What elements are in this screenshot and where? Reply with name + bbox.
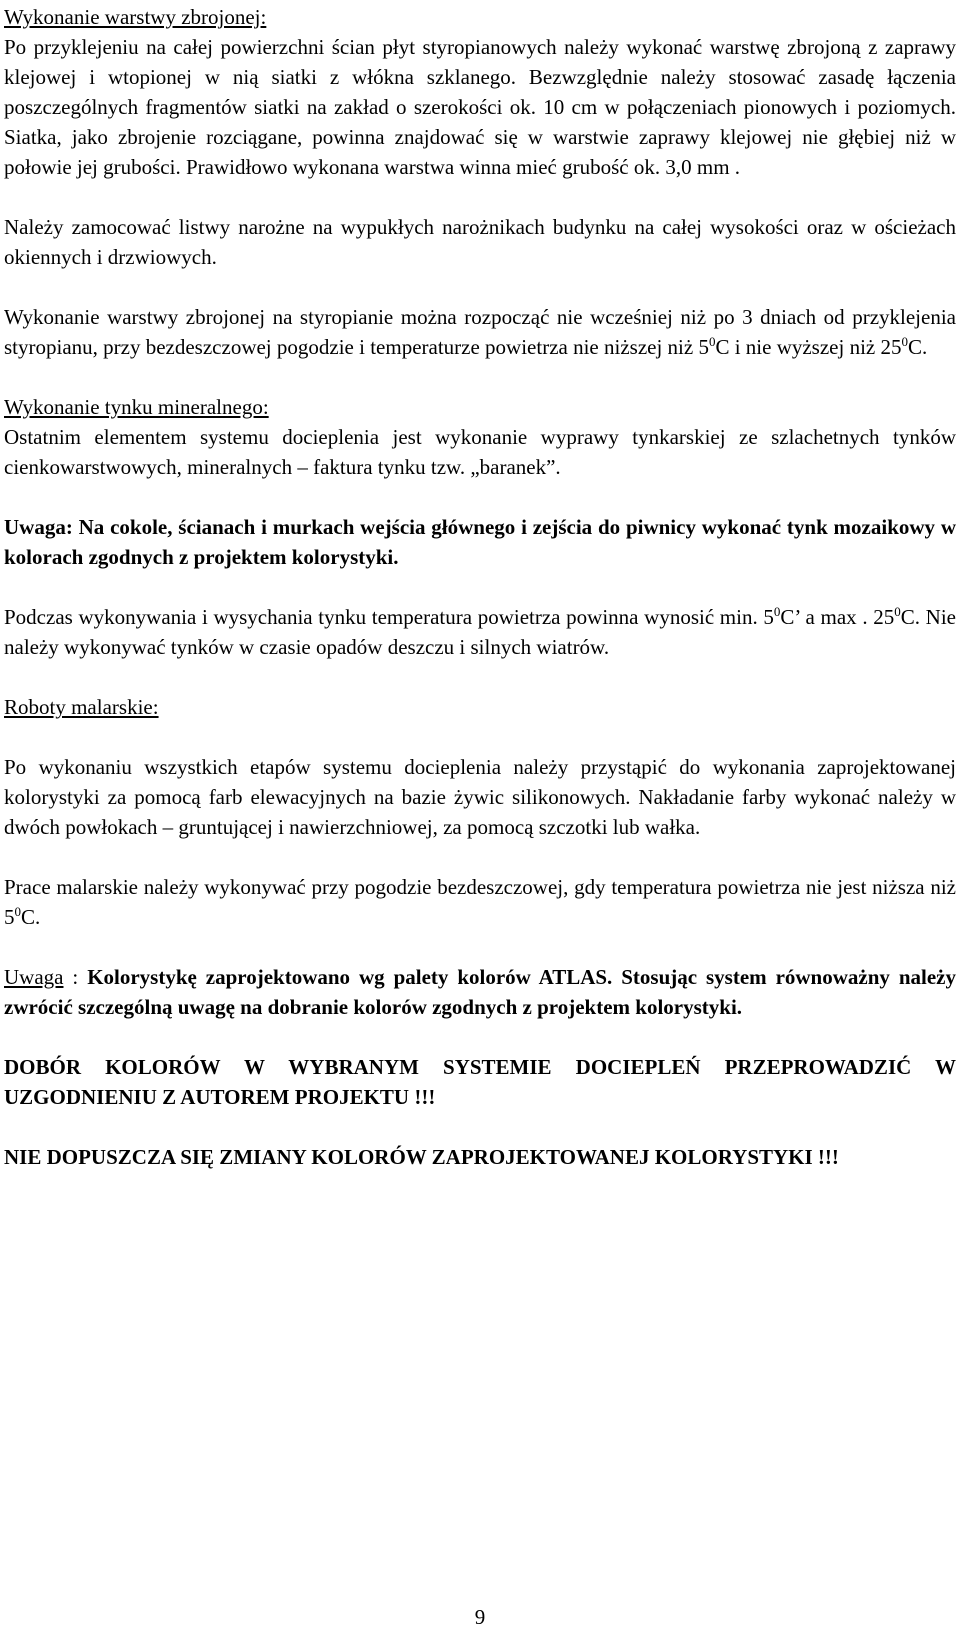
paragraph-painting-method: Po wykonaniu wszystkich etapów systemu docieplenia należy przystąpić do wykonania zaprojektowanej kolorystyki za pomocą farb elewacyjnych na bazie żywic silikonowych. Nakładanie farby wykonać należy w dwóch powłokach – gruntującej i nawierzchniowej, za pomocą szczotki lub wałka. [4, 755, 956, 839]
note-color-palette: Uwaga : Kolorystykę zaprojektowano wg palety kolorów ATLAS. Stosując system równoważny należy zwrócić szczególną uwagę na dobranie kolorów zgodnych z projektem kolorystyki. [4, 965, 956, 1019]
section-heading-painting: Roboty malarskie: [4, 695, 159, 719]
notice-no-color-change: NIE DOPUSZCZA SIĘ ZMIANY KOLORÓW ZAPROJEKTOWANEJ KOLORYSTYKI !!! [4, 1145, 839, 1169]
warning-mosaic-plaster: Uwaga: Na cokole, ścianach i murkach wejścia głównego i zejścia do piwnicy wykonać tynk mozaikowy w kolorach zgodnych z projektem kolorystyki. [4, 515, 956, 569]
notice-color-selection: DOBÓR KOLORÓW W WYBRANYM SYSTEMIE DOCIEPLEŃ PRZEPROWADZIĆ W UZGODNIENIU Z AUTOREM PROJEKTU !!! [4, 1055, 956, 1109]
section-heading-reinforcement: Wykonanie warstwy zbrojonej: [4, 5, 267, 29]
paragraph-reinforcement-timing: Wykonanie warstwy zbrojonej na styropianie można rozpocząć nie wcześniej niż po 3 dniach od przyklejenia styropianu, przy bezdeszczowej pogodzie i temperaturze powietrza nie niższej niż $5^0C$ i nie wyższej niż $25^0C$. [4, 305, 956, 359]
paragraph-plaster-finish: Ostatnim elementem systemu docieplenia jest wykonanie wyprawy tynkarskiej ze szlachetnych tynków cienkowarstwowych, mineralnych – faktura tynku tzw. „baranek”. [4, 425, 956, 479]
paragraph-painting-temperature: Prace malarskie należy wykonywać przy pogodzie bezdeszczowej, gdy temperatura powietrza nie jest niższa niż $5^0C$. [4, 875, 956, 929]
paragraph-reinforcement-mesh: Po przyklejeniu na całej powierzchni ścian płyt styropianowych należy wykonać warstwę zbrojoną z zaprawy klejowej i wtopionej w nią siatki z włókna szklanego. Bezwzględnie należy stosować zasadę łączenia poszczególnych fragmentów siatki na zakład o szerokości ok. 10 cm w połączeniach pionowych i poziomych. Siatka, jako zbrojenie rozciągane, powinna znajdować się w warstwie zaprawy klejowej nie głębiej niż w połowie jej grubości. Prawidłowo wykonana warstwa winna mieć grubość ok. 3,0 mm . [4, 35, 956, 179]
paragraph-plaster-temperature: Podczas wykonywania i wysychania tynku temperatura powietrza powinna wynosić min. $5^0C$’ a max . $25^0C$. Nie należy wykonywać tynków w czasie opadów deszczu i silnych wiatrów. [4, 604, 956, 659]
paragraph-corner-strips: Należy zamocować listwy narożne na wypukłych narożnikach budynku na całej wysokości oraz w ościeżach okiennych i drzwiowych. [4, 215, 956, 269]
note-label: Uwaga [4, 965, 64, 989]
page-number: 9 [474, 1605, 486, 1629]
section-heading-mineral-plaster: Wykonanie tynku mineralnego: [4, 395, 269, 419]
document-page [4, 2, 956, 1172]
